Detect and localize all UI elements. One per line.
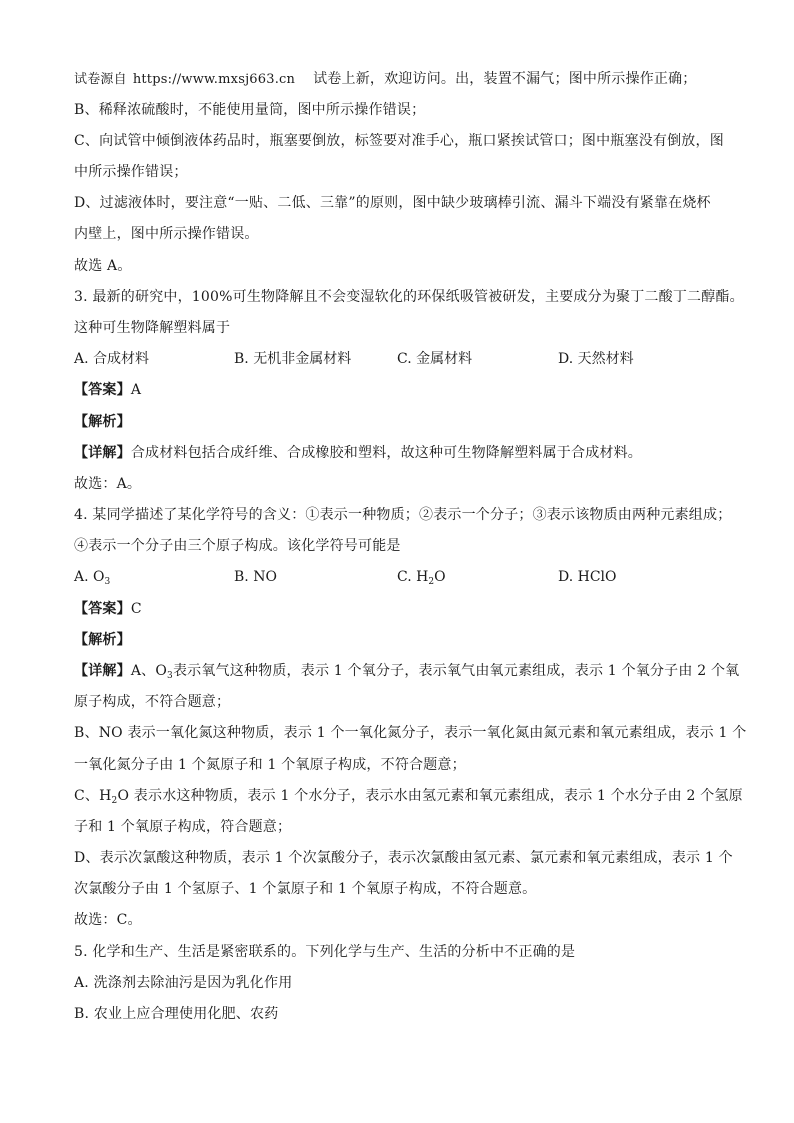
q3-option-d: D. 天然材料 [558,351,634,367]
q4-analysis-label: 【解析】 [74,632,131,648]
answer-value: C [130,601,142,617]
header-line [74,70,697,89]
q2-option-d-analysis-line1: D、过滤液体时，要注意“一贴、二低、三靠”的原则，图中缺少玻璃棒引流、漏斗下端没有紧靠在烧杯 [74,195,711,211]
q2-conclusion: 故选 A。 [74,258,132,274]
q4-option-a [74,568,110,586]
q4-answer [74,600,142,618]
q4-detail-c-prefix: C、H [74,788,112,804]
q4-option-c-subscript: 2 [428,577,435,587]
q4-stem-line2: ④表示一个分子由三个原子构成。该化学符号可能是 [74,538,401,554]
q4-option-a-subscript: 3 [104,577,111,587]
detail-label: 【详解】 [74,663,131,679]
q4-conclusion: 故选：C。 [74,912,142,928]
q4-detail-c-line1 [74,787,743,805]
q4-detail-d-line1: D、表示次氯酸这种物质，表示 1 个次氯酸分子，表示次氯酸由氢元素、氯元素和氧元素组成，表示 1 个 [74,850,733,866]
q4-stem-line1: 4. 某同学描述了某化学符号的含义：①表示一种物质；②表示一个分子；③表示该物质由两种元素组成； [74,507,732,523]
q4-option-c-prefix: C. H [397,569,429,585]
q3-detail [74,444,642,462]
q4-detail-b-line2: 一氧化氮分子由 1 个氮原子和 1 个氧原子构成，不符合题意； [74,757,466,773]
detail-text: 合成材料包括合成纤维、合成橡胶和塑料，故这种可生物降解塑料属于合成材料。 [130,445,643,461]
q4-detail-c-rest: O 表示水这种物质，表示 1 个水分子，表示水由氢元素和氧元素组成，表示 1 个水分子由 2 个氢原 [117,788,743,804]
q4-detail-a-line1 [74,662,739,680]
q5-option-a: A. 洗涤剂去除油污是因为乳化作用 [74,975,293,991]
q4-detail-a-rest: 表示氧气这种物质，表示 1 个氧分子，表示氧气由氧元素组成，表示 1 个氧分子由 2 个氧 [172,663,740,679]
q4-option-d: D. HClO [558,569,617,585]
source-label: 试卷源自 [74,72,127,87]
q2-option-d-analysis-line2: 内壁上，图中所示操作错误。 [74,226,259,242]
answer-label: 【答案】 [74,382,131,398]
q3-option-a: A. 合成材料 [74,351,150,367]
q4-detail-a-line2: 原子构成，不符合题意； [74,694,231,710]
header-tail: 试卷上新，欢迎访问。出，装置不漏气；图中所示操作正确； [313,71,697,87]
q4-detail-d-line2: 次氯酸分子由 1 个氢原子、1 个氯原子和 1 个氧原子构成，不符合题意。 [74,881,537,897]
q5-stem: 5. 化学和生产、生活是紧密联系的。下列化学与生产、生活的分析中不正确的是 [74,944,576,960]
q4-detail-b-line1: B、NO 表示一氧化氮这种物质，表示 1 个一氧化氮分子，表示一氧化氮由氮元素和氧元素组成，表示 1 个 [74,725,747,741]
answer-value: A [130,382,142,398]
q4-option-a-prefix: A. O [74,569,105,585]
q2-option-b-analysis: B、稀释浓硫酸时，不能使用量筒，图中所示操作错误； [74,102,426,118]
q4-option-c-suffix: O [434,569,446,585]
q2-option-c-analysis-line1: C、向试管中倾倒液体药品时，瓶塞要倒放，标签要对准手心，瓶口紧挨试管口；图中瓶塞没有倒放，图 [74,133,724,149]
q3-analysis-label: 【解析】 [74,414,131,430]
detail-label: 【详解】 [74,445,131,461]
q4-detail-c-subscript: 2 [111,796,118,806]
q4-detail-a-subscript: 3 [167,671,173,681]
q3-answer [74,381,141,399]
source-url[interactable]: https://www.mxsj663.cn [132,72,296,87]
q3-stem-line2: 这种可生物降解塑料属于 [74,320,231,336]
q4-detail-a-prefix: A、O [130,663,168,679]
q5-option-b: B. 农业上应合理使用化肥、农药 [74,1006,279,1022]
q4-option-c [397,568,446,586]
q3-conclusion: 故选：A。 [74,476,142,492]
q4-detail-c-line2: 子和 1 个氧原子构成，符合题意； [74,819,292,835]
answer-label: 【答案】 [74,601,131,617]
q3-option-c: C. 金属材料 [397,351,473,367]
q3-option-b: B. 无机非金属材料 [234,351,352,367]
q2-option-c-analysis-line2: 中所示操作错误； [74,164,188,180]
q4-option-b: B. NO [234,569,277,585]
q3-stem-line1: 3. 最新的研究中，100%可生物降解且不会变湿软化的环保纸吸管被研发，主要成分为聚丁二酸丁二醇酯。 [74,289,744,305]
